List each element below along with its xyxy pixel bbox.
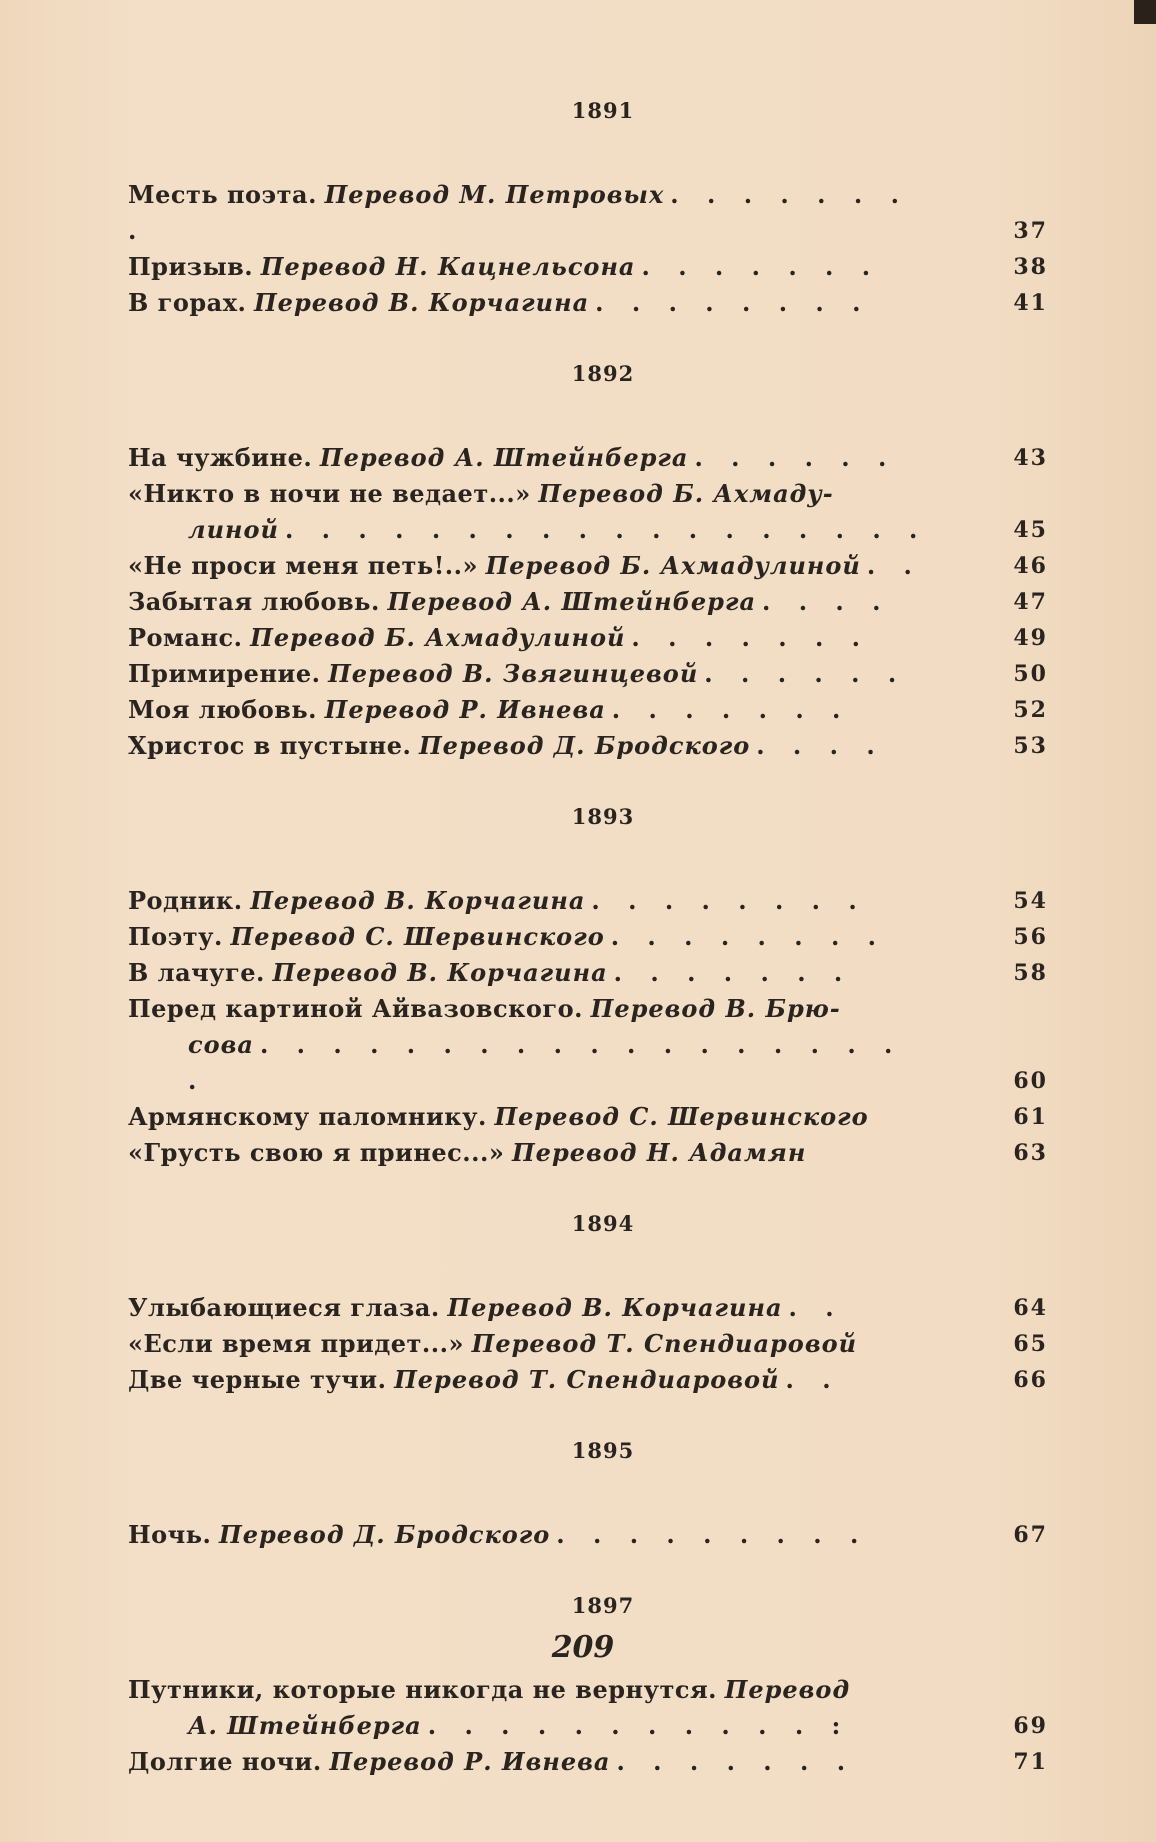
- leader-dots: . . . . . . .: [611, 695, 851, 724]
- entry-translator: Перевод Н. Кацнельсона: [260, 252, 636, 281]
- toc-entry: [128, 991, 1048, 1099]
- leader-dots: . . . . . .: [704, 659, 907, 688]
- entry-translator-continuation: [128, 512, 938, 548]
- entry-translator: Перевод: [724, 1675, 851, 1704]
- entry-page-number: 66: [1013, 1367, 1048, 1393]
- toc-section: [128, 1211, 1048, 1398]
- toc-entry: [128, 1326, 1048, 1362]
- entry-translator: Перевод С. Шервинского: [230, 922, 605, 951]
- toc-section: [128, 1593, 1048, 1780]
- entry-translator: Перевод В. Корчагина: [250, 886, 586, 915]
- entry-page-number: 52: [1013, 697, 1048, 723]
- toc-entry: [128, 1099, 1048, 1135]
- entry-translator: Перевод А. Штейнберга: [319, 443, 689, 472]
- entry-title: Армянскому паломнику.: [128, 1102, 487, 1131]
- entry-translator: Перевод В. Корчагина: [447, 1293, 783, 1322]
- entry-title: Забытая любовь.: [128, 587, 380, 616]
- toc-entry: [128, 919, 1048, 955]
- section-year: 1891: [571, 98, 635, 123]
- page-number: 209: [551, 1630, 615, 1665]
- toc-entry: [128, 584, 1048, 620]
- table-of-contents: [128, 98, 1048, 1820]
- entry-title: Две черные тучи.: [128, 1365, 387, 1394]
- toc-entry: [128, 883, 1048, 919]
- entry-title: Призыв.: [128, 252, 254, 281]
- entry-translator: Перевод Н. Адамян: [512, 1138, 807, 1167]
- entry-translator-continuation: [128, 1027, 938, 1099]
- entry-title: На чужбине.: [128, 443, 313, 472]
- entry-title: Перед картиной Айвазовского.: [128, 994, 583, 1023]
- entry-translator: Перевод Р. Ивнева: [329, 1747, 611, 1776]
- continuation-text: А. Штейнберга: [188, 1711, 422, 1740]
- toc-entry: [128, 1290, 1048, 1326]
- entry-page-number: 43: [1013, 445, 1048, 471]
- entry-page-number: 71: [1013, 1749, 1048, 1775]
- toc-entry: [128, 548, 1048, 584]
- entry-page-number: 49: [1013, 625, 1048, 651]
- toc-entry: [128, 692, 1048, 728]
- entry-page-number: 63: [1013, 1140, 1048, 1166]
- entry-title: Ночь.: [128, 1520, 212, 1549]
- toc-section: [128, 804, 1048, 1171]
- leader-dots: . . . . . . .: [641, 252, 881, 281]
- section-year: 1892: [571, 361, 635, 386]
- entry-title: Христос в пустыне.: [128, 731, 412, 760]
- leader-dots: . . . . . . .: [613, 958, 853, 987]
- entry-page-number: 45: [1013, 517, 1048, 543]
- leader-dots: . .: [866, 551, 922, 580]
- toc-entry: [128, 1135, 1048, 1171]
- entry-page-number: 65: [1013, 1331, 1048, 1357]
- page-edge-shadow: [1134, 0, 1156, 24]
- entry-page-number: 69: [1013, 1713, 1048, 1739]
- entry-title: Моя любовь.: [128, 695, 318, 724]
- entry-page-number: 46: [1013, 553, 1048, 579]
- leader-dots: . . . . . . .: [631, 623, 871, 652]
- leader-dots: . . . .: [756, 731, 885, 760]
- entry-title: Долгие ночи.: [128, 1747, 322, 1776]
- leader-dots: . . . . . . . .: [595, 288, 871, 317]
- leader-dots: . . . . . . . . . . . . . . . . . .: [284, 515, 928, 544]
- toc-section: [128, 361, 1048, 764]
- entry-translator: Перевод Б. Ахмаду-: [538, 479, 834, 508]
- entry-title: Поэту.: [128, 922, 223, 951]
- leader-dots: . .: [788, 1293, 844, 1322]
- leader-dots: . . . . . . . .: [591, 886, 867, 915]
- toc-entry: [128, 440, 1048, 476]
- leader-dots: . .: [785, 1365, 841, 1394]
- entry-title: Путники, которые никогда не вернутся.: [128, 1675, 718, 1704]
- leader-dots: . . . . . .: [694, 443, 897, 472]
- entry-title: Примирение.: [128, 659, 321, 688]
- toc-entry: [128, 955, 1048, 991]
- entry-page-number: 50: [1013, 661, 1048, 687]
- entry-page-number: 56: [1013, 924, 1048, 950]
- leader-dots: . . . . . . . . .: [556, 1520, 869, 1549]
- entry-title: Романс.: [128, 623, 243, 652]
- toc-entry: [128, 285, 1048, 321]
- toc-entry: [128, 728, 1048, 764]
- entry-page-number: 37: [1013, 218, 1048, 244]
- section-year: 1895: [571, 1438, 635, 1463]
- entry-page-number: 58: [1013, 960, 1048, 986]
- toc-entry: [128, 656, 1048, 692]
- leader-dots: . . . . . . . . . . . :: [427, 1711, 851, 1740]
- entry-page-number: 47: [1013, 589, 1048, 615]
- entry-page-number: 64: [1013, 1295, 1048, 1321]
- entry-translator: Перевод С. Шервинского: [494, 1102, 869, 1131]
- section-year: 1894: [571, 1211, 635, 1236]
- entry-title: Улыбающиеся глаза.: [128, 1293, 440, 1322]
- entry-page-number: 53: [1013, 733, 1048, 759]
- toc-entry: [128, 1672, 1048, 1744]
- toc-entry: [128, 1744, 1048, 1780]
- toc-section: [128, 98, 1048, 321]
- entry-translator-continuation: [128, 1708, 938, 1744]
- entry-title: «Никто в ночи не ведает...»: [128, 479, 531, 508]
- entry-translator: Перевод М. Петровых: [324, 180, 665, 209]
- entry-translator: Перевод Д. Бродского: [419, 731, 751, 760]
- entry-page-number: 67: [1013, 1522, 1048, 1548]
- toc-entry: [128, 620, 1048, 656]
- toc-entry: [128, 177, 1048, 249]
- toc-entry: [128, 249, 1048, 285]
- entry-page-number: 41: [1013, 290, 1048, 316]
- section-year: 1893: [571, 804, 635, 829]
- leader-dots: . . . . . . . . . . . . . . . . . . .: [188, 1030, 903, 1095]
- entry-translator: Перевод Д. Бродского: [219, 1520, 551, 1549]
- entry-title: «Если время придет...»: [128, 1329, 464, 1358]
- toc-entry: [128, 476, 1048, 548]
- toc-entry: [128, 1517, 1048, 1553]
- entry-translator: Перевод В. Корчагина: [254, 288, 590, 317]
- entry-translator: Перевод В. Брю-: [590, 994, 841, 1023]
- entry-title: В горах.: [128, 288, 247, 317]
- entry-translator: Перевод Т. Спендиаровой: [471, 1329, 858, 1358]
- leader-dots: . . . . . . . .: [128, 180, 909, 245]
- entry-page-number: 60: [1013, 1068, 1048, 1094]
- leader-dots: . . . . . . .: [616, 1747, 856, 1776]
- toc-entry: [128, 1362, 1048, 1398]
- entry-title: «Не проси меня петь!..»: [128, 551, 478, 580]
- entry-title: В лачуге.: [128, 958, 265, 987]
- entry-title: «Грусть свою я принес...»: [128, 1138, 505, 1167]
- leader-dots: . . . .: [762, 587, 891, 616]
- entry-page-number: 54: [1013, 888, 1048, 914]
- entry-translator: Перевод Т. Спендиаровой: [394, 1365, 780, 1394]
- continuation-text: сова: [188, 1030, 254, 1059]
- entry-page-number: 61: [1013, 1104, 1048, 1130]
- entry-translator: Перевод Р. Ивнева: [324, 695, 606, 724]
- section-year: 1897: [571, 1593, 635, 1618]
- continuation-text: линой: [188, 515, 279, 544]
- entry-title: Месть поэта.: [128, 180, 317, 209]
- entry-translator: Перевод А. Штейнберга: [387, 587, 756, 616]
- entry-translator: Перевод Б. Ахмадулиной: [485, 551, 861, 580]
- entry-translator: Перевод В. Звягинцевой: [328, 659, 699, 688]
- entry-page-number: 38: [1013, 254, 1048, 280]
- entry-title: Родник.: [128, 886, 243, 915]
- toc-section: [128, 1438, 1048, 1553]
- leader-dots: . . . . . . . .: [610, 922, 887, 951]
- entry-translator: Перевод В. Корчагина: [272, 958, 608, 987]
- entry-translator: Перевод Б. Ахмадулиной: [250, 623, 626, 652]
